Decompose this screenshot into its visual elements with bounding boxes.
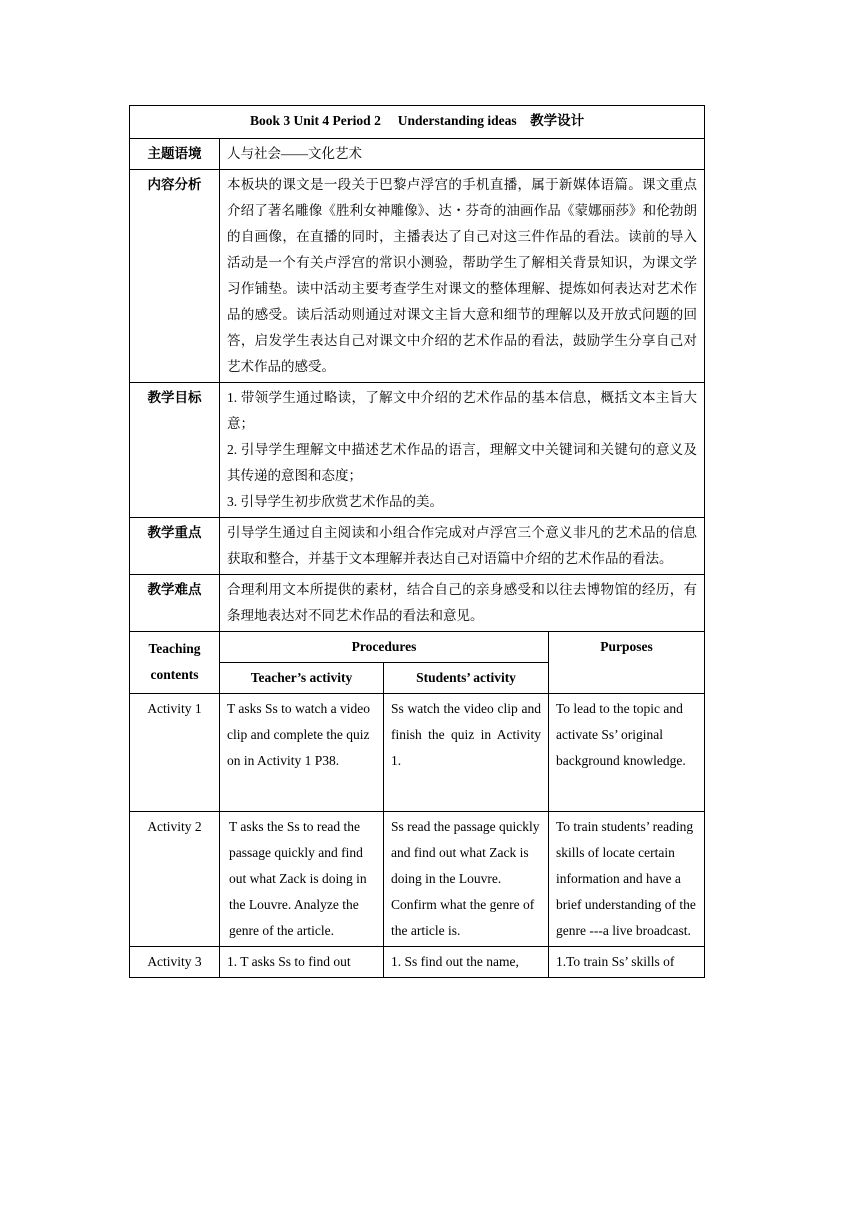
activity-name: Activity 2 xyxy=(130,812,220,947)
purpose: 1.To train Ss’ skills of xyxy=(549,947,705,978)
objectives-row xyxy=(130,383,705,518)
difficulties-label: 教学难点 xyxy=(130,575,220,632)
analysis-row xyxy=(130,170,705,383)
theme-label: 主题语境 xyxy=(130,139,220,170)
activity-row xyxy=(130,812,705,947)
students-activity: Ss read the passage quickly and find out what Zack is doing in the Louvre. Confirm what the genre of the article is. xyxy=(384,812,549,947)
purposes-header: Purposes xyxy=(549,632,705,694)
activity-row xyxy=(130,694,705,812)
document-title: Book 3 Unit 4 Period 2 Understanding ideas 教学设计 xyxy=(130,106,705,139)
difficulties-row xyxy=(130,575,705,632)
lesson-plan-table xyxy=(129,105,705,978)
purpose: To train students’ reading skills of locate certain information and have a brief understanding of the genre ---a live broadcast. xyxy=(549,812,705,947)
activity-name: Activity 3 xyxy=(130,947,220,978)
teacher-activity-header: Teacher’s activity xyxy=(220,663,384,694)
procedures-header: Procedures xyxy=(220,632,549,663)
key-points-label: 教学重点 xyxy=(130,518,220,575)
key-points-row xyxy=(130,518,705,575)
activity-row xyxy=(130,947,705,978)
teacher-activity: 1. T asks Ss to find out xyxy=(220,947,384,978)
title-row xyxy=(130,106,705,139)
teaching-contents-header: Teaching contents xyxy=(130,632,220,694)
theme-row xyxy=(130,139,705,170)
objective-item: 1. 带领学生通过略读，了解文中介绍的艺术作品的基本信息，概括文本主旨大意； xyxy=(227,390,698,431)
objective-item: 3. 引导学生初步欣赏艺术作品的美。 xyxy=(227,494,443,509)
teacher-activity: T asks the Ss to read the passage quickly and find out what Zack is doing in the Louvre. Analyze the genre of the article. xyxy=(220,812,384,947)
students-activity: 1. Ss find out the name, xyxy=(384,947,549,978)
purpose: To lead to the topic and activate Ss’ original background knowledge. xyxy=(549,694,705,812)
students-activity: Ss watch the video clip and finish the quiz in Activity 1. xyxy=(384,694,549,812)
key-points-text: 引导学生通过自主阅读和小组合作完成对卢浮宫三个意义非凡的艺术品的信息获取和整合，并基于文本理解并表达自己对语篇中介绍的艺术作品的看法。 xyxy=(220,518,705,575)
theme-text: 人与社会——文化艺术 xyxy=(220,139,705,170)
objectives-label: 教学目标 xyxy=(130,383,220,518)
difficulties-text: 合理利用文本所提供的素材，结合自己的亲身感受和以往去博物馆的经历，有条理地表达对不同艺术作品的看法和意见。 xyxy=(220,575,705,632)
students-activity-header: Students’ activity xyxy=(384,663,549,694)
analysis-text: 本板块的课文是一段关于巴黎卢浮宫的手机直播，属于新媒体语篇。课文重点介绍了著名雕像《胜利女神雕像》、达・芬奇的油画作品《蒙娜丽莎》和伦勃朗的自画像，在直播的同时，主播表达了自己对这三件作品的看法。读前的导入活动是一个有关卢浮宫的常识小测验，帮助学生了解相关背景知识，为课文学习作铺垫。读中活动主要考查学生对课文的整体理解、提炼如何表达对艺术作品的感受。读后活动则通过对课文主旨大意和细节的理解以及开放式问题的回答，启发学生表达自己对课文中介绍的艺术作品的看法，鼓励学生分享自己对艺术作品的感受。 xyxy=(220,170,705,383)
teacher-activity: T asks Ss to watch a video clip and complete the quiz on in Activity 1 P38. xyxy=(220,694,384,812)
objectives-list xyxy=(220,383,705,518)
procedure-header-row xyxy=(130,632,705,663)
analysis-label: 内容分析 xyxy=(130,170,220,383)
activity-name: Activity 1 xyxy=(130,694,220,812)
objective-item: 2. 引导学生理解文中描述艺术作品的语言，理解文中关键词和关键句的意义及其传递的意图和态度； xyxy=(227,442,698,483)
